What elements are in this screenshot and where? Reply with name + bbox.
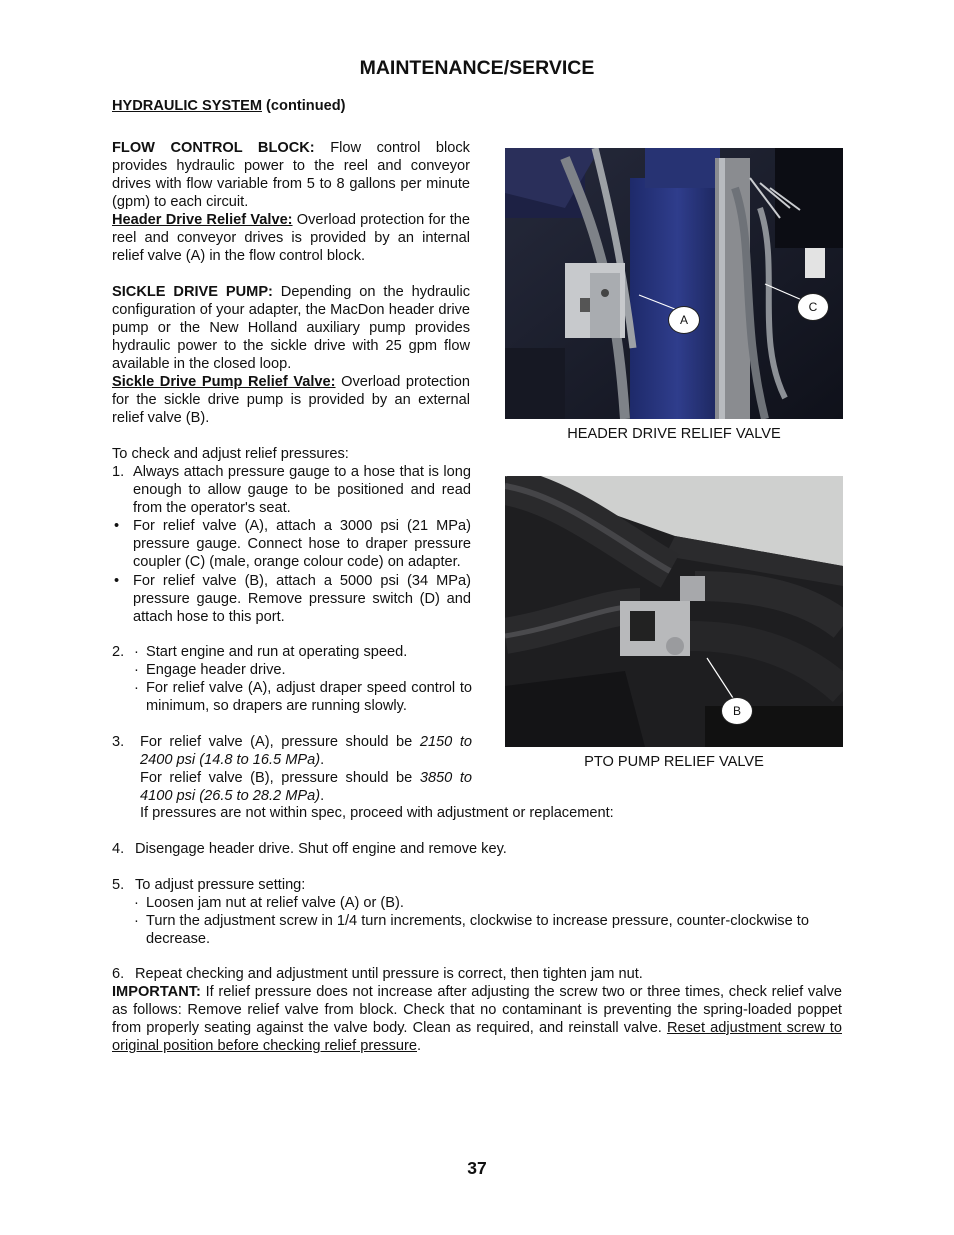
step-2 [112,643,472,715]
dot-marker: · [134,913,139,929]
callout-a: A [668,306,700,334]
header-drive-photo-illustration [505,148,843,419]
sickle-relief-text: Overload protection for the sickle drive pump is provided by an external relief valve (B). [112,374,470,426]
step-1-text: Always attach pressure gauge to a hose that is long enough to allow gauge to be positioned and read from the operator's seat. [133,464,471,516]
period: . [417,1038,422,1054]
callout-c: C [797,293,829,321]
sickle-drive-label: SICKLE DRIVE PUMP: [112,284,273,300]
sickle-drive-text: Depending on the hydraulic configuration of your adapter, the MacDon header drive pump or the New Holland auxiliary pump provides hydraulic power to the sickle drive with 25 gpm flow available in the closed loop. [112,284,470,372]
step-3-valve-a [140,733,472,769]
step-2-item [134,661,472,679]
step-5-item [134,894,844,912]
dot-marker: · [134,895,139,911]
flow-control-paragraph [112,139,470,265]
step-4-number: 4. [112,841,125,857]
step-3-number: 3. [112,734,125,750]
step-4-text: Disengage header drive. Shut off engine and remove key. [135,841,507,857]
step-2-item-text: Engage header drive. [146,662,286,678]
header-relief-text: Overload protection for the reel and conveyor drives is provided by an internal relief valve (A) in the flow control block. [112,212,470,264]
page-title: MAINTENANCE/SERVICE [359,57,595,79]
step-6-text: Repeat checking and adjustment until pressure is correct, then tighten jam nut. [135,966,643,982]
step-3-a-text: For relief valve (A), pressure should be [140,734,420,750]
bullet-valve-b-text: For relief valve (B), attach a 5000 psi (34 MPa) pressure gauge. Remove pressure switch (D) and attach hose to this port. [133,573,471,625]
step-1 [112,463,471,517]
period: . [320,752,325,768]
header-drive-relief-valve-photo [505,148,843,419]
pto-pump-relief-valve-photo [505,476,843,747]
step-1-number: 1. [112,464,125,480]
step-3-b-text: For relief valve (B), pressure should be [140,770,420,786]
bullet-marker: • [114,518,120,534]
dot-marker: · [134,662,139,678]
bullet-valve-a [112,517,471,571]
header-relief-label: Header Drive Relief Valve: [112,212,293,228]
step-3-b-spec: 3850 to 4100 psi (26.5 to 28.2 MPa) [140,770,472,804]
step-2-item [134,643,472,661]
bullet-valve-a-text: For relief valve (A), attach a 3000 psi (21 MPa) pressure gauge. Connect hose to draper pressure coupler (C) (male, orange colour code) on adapter. [133,518,471,570]
page-number: 37 [467,1158,487,1178]
pto-pump-photo-illustration [505,476,843,747]
step-2-item-text: Start engine and run at operating speed. [146,644,408,660]
step-5-item [134,912,844,948]
step-5-items [134,894,844,948]
bullet-marker: • [114,573,120,589]
sickle-drive-paragraph [112,283,470,427]
step-2-item-text: For relief valve (A), adjust draper speed control to minimum, so drapers are running slowly. [146,680,472,714]
dot-marker: · [134,680,139,696]
flow-control-label: FLOW CONTROL BLOCK: [112,140,315,156]
step-2-item [134,679,472,715]
step-5-number: 5. [112,877,125,893]
section-subheading [112,98,346,114]
flow-control-text: Flow control block provides hydraulic power to the reel and conveyor drives with flow variable from 5 to 8 gallons per minute (gpm) to each circuit. [112,140,470,210]
period: . [320,788,325,804]
callout-b: B [721,697,753,725]
step-2-number: 2. [112,644,125,660]
bullet-valve-b [112,572,471,626]
subhead-continued: (continued) [262,98,346,114]
check-intro: To check and adjust relief pressures: [112,446,349,462]
important-note [112,983,842,1055]
important-text: If relief pressure does not increase after adjusting the screw two or three times, check relief valve as follows: Remove relief valve from block. Check that no contaminant is preventing the spring-loaded poppet from properly seating against the valve body. Clean as required, and reinstall valve. [112,984,842,1036]
subhead-underlined: HYDRAULIC SYSTEM [112,98,262,114]
figure-2-caption: PTO PUMP RELIEF VALVE [584,754,764,770]
step-3-a-spec: 2150 to 2400 psi (14.8 to 16.5 MPa) [140,734,472,768]
step-3-note: If pressures are not within spec, proceed with adjustment or replacement: [140,805,614,821]
sickle-relief-label: Sickle Drive Pump Relief Valve: [112,374,336,390]
step-5-item-text: Turn the adjustment screw in 1/4 turn increments, clockwise to increase pressure, counter-clockwise to decrease. [146,913,809,947]
important-label: IMPORTANT: [112,984,201,1000]
figure-1-caption: HEADER DRIVE RELIEF VALVE [567,426,781,442]
important-underlined: Reset adjustment screw to original position before checking relief pressure [112,1020,842,1054]
step-6-number: 6. [112,966,125,982]
dot-marker: · [134,644,139,660]
step-5-item-text: Loosen jam nut at relief valve (A) or (B). [146,895,404,911]
step-3-valve-b [140,769,472,805]
step-5-text: To adjust pressure setting: [135,877,306,893]
